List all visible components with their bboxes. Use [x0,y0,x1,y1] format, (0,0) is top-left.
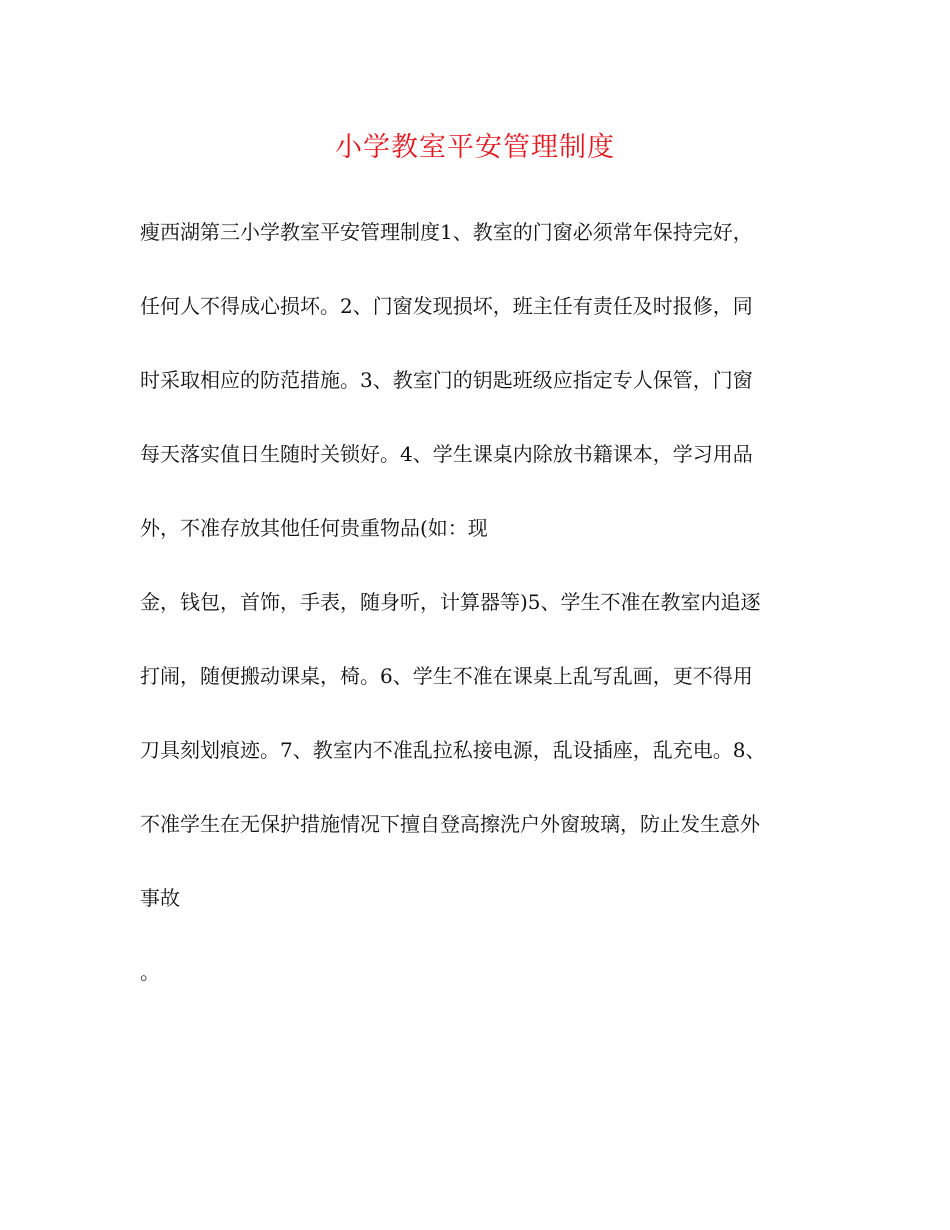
body-line-6: 金，钱包，首饰，手表，随身听，计算器等)5、学生不准在教室内追逐 [140,590,761,614]
body-line-3: 时采取相应的防范措施。3、教室门的钥匙班级应指定专人保管，门窗 [140,368,753,392]
body-line-7: 打闹，随便搬动课桌，椅。6、学生不准在课桌上乱写乱画，更不得用 [140,664,753,688]
document-title: 小学教室平安管理制度 [335,132,615,163]
body-line-2: 任何人不得成心损坏。2、门窗发现损坏，班主任有责任及时报修，同 [140,294,753,318]
body-line-9: 不准学生在无保护措施情况下擅自登高擦洗户外窗玻璃，防止发生意外 [140,812,760,836]
body-line-11: 。 [140,960,160,984]
document-body [140,212,820,1026]
body-line-5: 外，不准存放其他任何贵重物品(如：现 [140,516,488,540]
body-line-1: 瘦西湖第三小学教室平安管理制度1、教室的门窗必须常年保持完好， [140,220,753,244]
body-line-10: 事故 [140,886,180,910]
body-line-8: 刀具刻划痕迹。7、教室内不准乱拉私接电源，乱设插座，乱充电。8、 [140,738,766,762]
body-line-4: 每天落实值日生随时关锁好。4、学生课桌内除放书籍课本，学习用品 [140,442,753,466]
